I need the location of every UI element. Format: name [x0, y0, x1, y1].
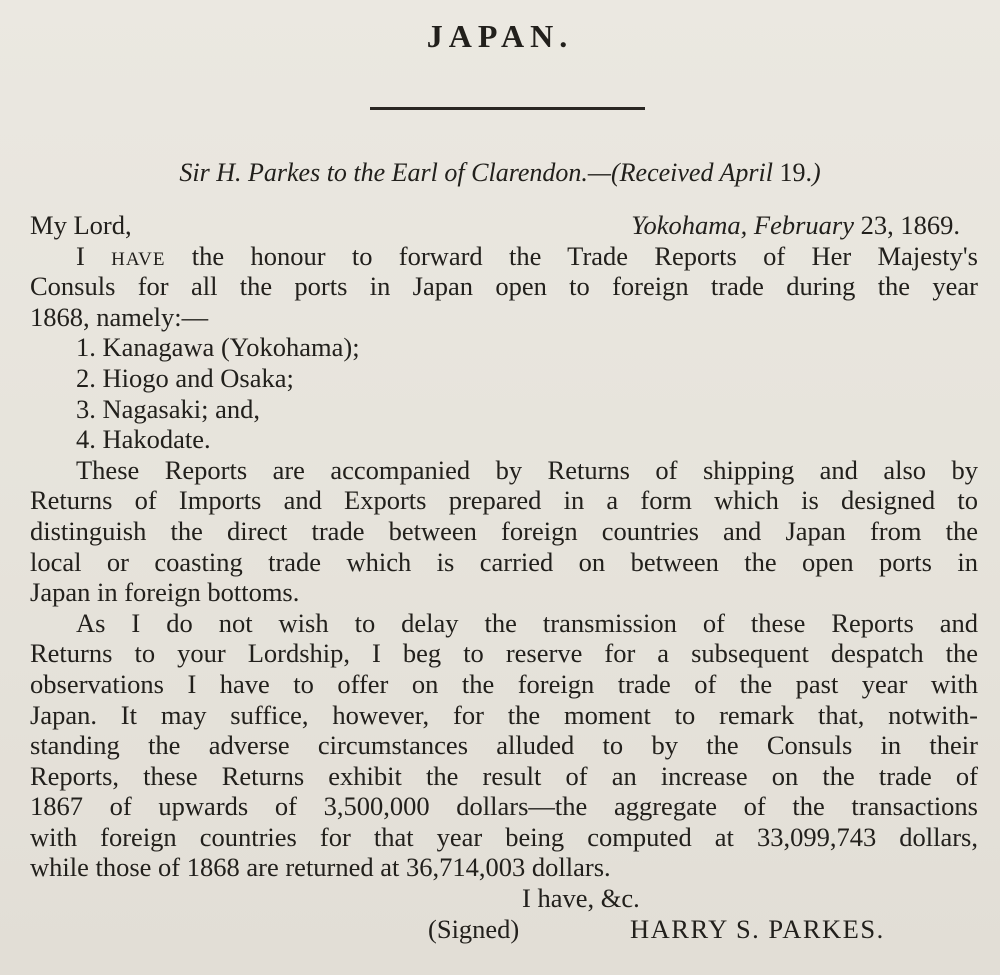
- place-date-numbers: 23, 1869.: [860, 210, 960, 240]
- list-item: 3. Nagasaki; and,: [76, 393, 260, 424]
- paragraph-1-start: I: [76, 240, 112, 271]
- letter-header-day: 19.: [779, 158, 812, 187]
- paragraph-1-line: 1868, namely:—: [30, 301, 209, 332]
- paragraph-3-line: observations I have to offer on the foreign trade of the past year with: [30, 668, 978, 699]
- paragraph-1-smallcaps: have: [111, 240, 166, 271]
- signature-row: [30, 914, 978, 946]
- paragraph-3: [30, 608, 978, 883]
- paragraph-1-rest: the honour to forward the Trade Reports of Her Majesty's: [165, 240, 978, 271]
- paragraph-3-line: As I do not wish to delay the transmission of these Reports and: [76, 607, 978, 638]
- salutation-row: [30, 210, 978, 241]
- paragraph-1-line: Consuls for all the ports in Japan open to foreign trade during the year: [30, 271, 978, 302]
- paragraph-2-line: distinguish the direct trade between foreign countries and Japan from the: [30, 515, 978, 546]
- paragraph-2-line: Returns of Imports and Exports prepared in a form which is designed to: [30, 485, 978, 516]
- heading-rule: [370, 107, 645, 110]
- paragraph-3-line: standing the adverse circumstances alluded to by the Consuls in their: [30, 730, 978, 761]
- ports-list: [30, 332, 978, 454]
- paragraph-2: [30, 455, 978, 608]
- paragraph-3-line: while those of 1868 are returned at 36,714,003 dollars.: [30, 852, 611, 883]
- signer-name: HARRY S. PARKES.: [630, 913, 885, 944]
- letter-header: [0, 158, 1000, 188]
- paragraph-3-line: Japan. It may suffice, however, for the moment to remark that, notwith-: [30, 699, 978, 730]
- letter-header-title: Sir H. Parkes to the Earl of Clarendon.—(Received April: [179, 158, 780, 187]
- place-date-text: Yokohama, February: [631, 210, 861, 240]
- paragraph-1: [30, 241, 978, 333]
- list-item: 4. Hakodate.: [76, 424, 211, 455]
- letter-body: [30, 210, 978, 946]
- signed-label: (Signed): [428, 913, 520, 944]
- paragraph-3-line: Reports, these Returns exhibit the result of an increase on the trade of: [30, 760, 978, 791]
- salutation: My Lord,: [30, 210, 132, 240]
- paragraph-2-line: local or coasting trade which is carried on between the open ports in: [30, 546, 978, 577]
- paragraph-2-line: Japan in foreign bottoms.: [30, 577, 300, 608]
- letter-header-close: ): [811, 158, 821, 187]
- paragraph-3-line: 1867 of upwards of 3,500,000 dollars—the aggregate of the transactions: [30, 791, 978, 822]
- list-item: 2. Hiogo and Osaka;: [76, 362, 294, 393]
- page-heading: JAPAN.: [426, 18, 574, 54]
- paragraph-1-line: [30, 241, 978, 272]
- closing: I have, &c.: [522, 883, 640, 914]
- paragraph-3-line: with foreign countries for that year being computed at 33,099,743 dollars,: [30, 821, 978, 852]
- place-date: [631, 210, 978, 241]
- paragraph-2-line: These Reports are accompanied by Returns of shipping and also by: [76, 454, 978, 485]
- paragraph-3-line: Returns to your Lordship, I beg to reserve for a subsequent despatch the: [30, 638, 978, 669]
- list-item: 1. Kanagawa (Yokohama);: [76, 332, 360, 363]
